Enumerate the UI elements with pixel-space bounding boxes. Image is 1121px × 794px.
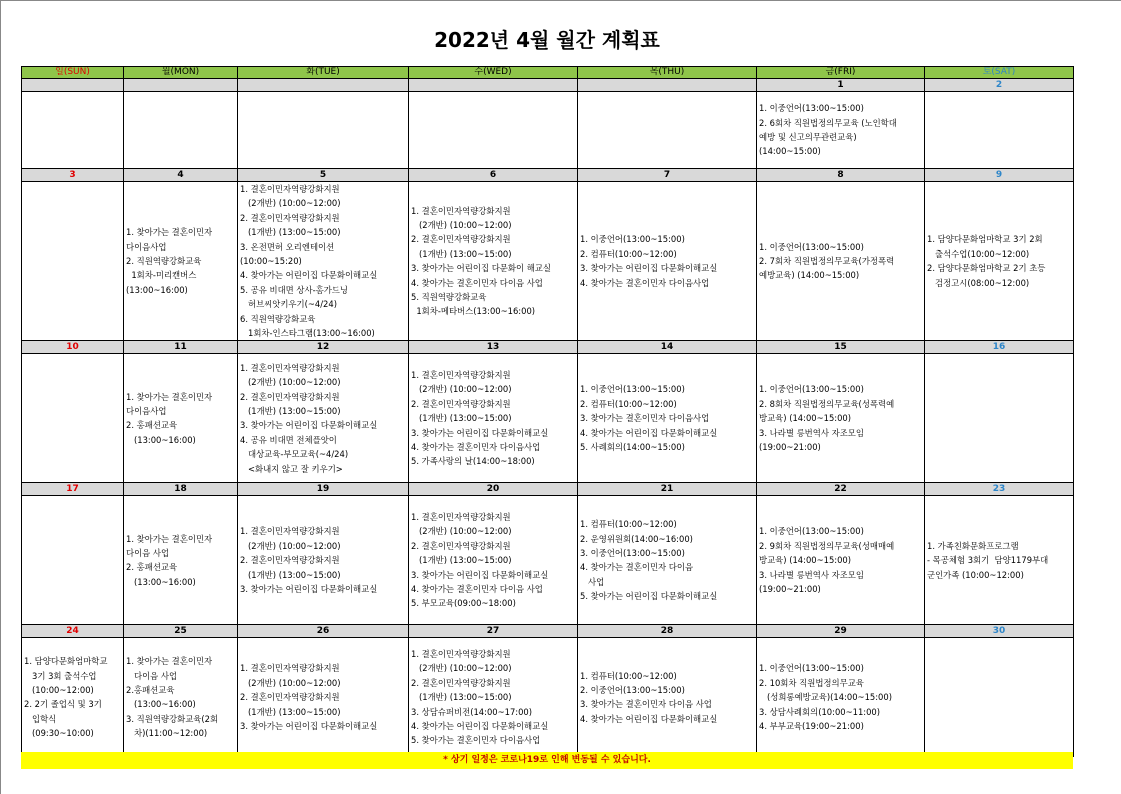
event-line: 방교육) (14:00~15:00) <box>759 413 852 424</box>
day-cell <box>409 354 578 483</box>
event-list <box>238 361 408 476</box>
event-line: 3. 상담사례회의(10:00~11:00) <box>759 706 881 717</box>
event-list <box>578 382 756 454</box>
event-line: 3. 찾아가는 어린이집 다문화이해교실 <box>240 721 378 732</box>
weekday-header-6: 토(SAT) <box>925 67 1074 79</box>
event-line: 4. 찾아가는 어린이집 다문화이해교실 <box>411 721 549 732</box>
event-line: 1. 이중언어(13:00~15:00) <box>580 384 685 395</box>
event-line: 차)(11:00~12:00) <box>126 728 208 739</box>
event-line: 3. 상담슈퍼비전(14:00~17:00) <box>411 706 533 717</box>
event-line: 2.홍패션교육 <box>126 685 175 696</box>
event-line: 1. 결혼이민자역량강화지원 <box>240 663 340 674</box>
day-cell <box>238 354 409 483</box>
event-line: 2. 결혼이민자역량강화지원 <box>240 212 340 223</box>
day-cell <box>409 92 578 169</box>
date-number: 4 <box>124 169 238 182</box>
date-number: 5 <box>238 169 409 182</box>
date-number: 16 <box>925 341 1074 354</box>
event-line: (2개반) (10:00~12:00) <box>411 663 512 674</box>
event-line: (2개반) (10:00~12:00) <box>240 198 341 209</box>
event-line: 3. 온전면허 오리엔테이션 <box>240 241 335 252</box>
event-line: 2. 홍패션교육 <box>126 562 178 573</box>
day-cell <box>757 638 925 757</box>
event-line: 1. 결혼이민자역량강화지원 <box>411 649 511 660</box>
event-line: 2. 결혼이민자역량강화지원 <box>411 540 511 551</box>
events-row <box>22 92 1074 169</box>
event-list <box>409 204 577 319</box>
event-line: 5. 부모교육(09:00~18:00) <box>411 598 516 609</box>
day-cell <box>578 354 757 483</box>
day-cell <box>238 182 409 341</box>
event-line: 3. 찾아가는 결혼이민자 다이음사업 <box>580 413 710 424</box>
event-line: 5. 찾아가는 어린이집 다문화이해교실 <box>580 591 718 602</box>
event-line: (19:00~21:00) <box>759 584 821 595</box>
event-line: (13:00~16:00) <box>126 434 196 445</box>
day-cell <box>409 182 578 341</box>
event-line: 1. 이중언어(13:00~15:00) <box>759 384 864 395</box>
day-cell <box>124 182 238 341</box>
date-number: 17 <box>22 483 124 496</box>
event-list <box>578 232 756 290</box>
event-line: 2. 결혼이민자역량강화지원 <box>240 391 340 402</box>
event-line: (19:00~21:00) <box>759 442 821 453</box>
date-number: 19 <box>238 483 409 496</box>
event-line: 2. 8회차 직원법정의무교육(성폭력예 <box>759 398 895 409</box>
event-line: 1. 찾아가는 결혼이민자 <box>126 227 213 238</box>
event-line: (2개반) (10:00~12:00) <box>411 384 512 395</box>
weekday-header-row <box>22 67 1074 79</box>
day-cell <box>124 354 238 483</box>
date-number: 25 <box>124 625 238 638</box>
date-number: 23 <box>925 483 1074 496</box>
date-number: 24 <box>22 625 124 638</box>
weekday-header-0: 일(SUN) <box>22 67 124 79</box>
events-row <box>22 496 1074 625</box>
event-line: 4. 공유 비대면 전체플앗이 <box>240 434 337 445</box>
event-line: 1. 담양다문화엄마학교 3기 2회 <box>927 234 1043 245</box>
events-row <box>22 354 1074 483</box>
event-list <box>124 390 237 448</box>
date-row <box>22 79 1074 92</box>
weekday-header-2: 화(TUE) <box>238 67 409 79</box>
event-line: 1. 가족친화문화프로그램 <box>927 540 1019 551</box>
event-line: (1개반) (13:00~15:00) <box>240 569 341 580</box>
day-cell <box>22 182 124 341</box>
event-line: 1. 이중언어(13:00~15:00) <box>580 234 685 245</box>
event-line: 2. 10회차 직원법정의무교육 <box>759 677 864 688</box>
event-line: (2개반) (10:00~12:00) <box>240 540 341 551</box>
event-line: 5. 직원역량강화교육 <box>411 292 487 303</box>
event-line: 2. 컴퓨터(10:00~12:00) <box>580 398 677 409</box>
date-row <box>22 169 1074 182</box>
event-line: 3. 직원역량강화교육(2회 <box>126 713 219 724</box>
event-line: 1. 이중언어(13:00~15:00) <box>759 663 864 674</box>
weekday-header-5: 금(FRI) <box>757 67 925 79</box>
event-line: 1회차-메타버스(13:00~16:00) <box>411 306 536 317</box>
event-line: 1. 결혼이민자역량강화지원 <box>411 512 511 523</box>
day-cell <box>409 638 578 757</box>
day-cell <box>578 182 757 341</box>
event-list <box>238 182 408 340</box>
event-line: (10:00~12:00) <box>24 685 94 696</box>
day-cell <box>22 92 124 169</box>
event-line: 3기 3회 출석수업 <box>24 670 97 681</box>
event-line: (1개반) (13:00~15:00) <box>411 555 512 566</box>
date-number: 8 <box>757 169 925 182</box>
event-line: 1. 찾아가는 결혼이민자 <box>126 391 213 402</box>
date-number <box>578 79 757 92</box>
date-row <box>22 483 1074 496</box>
event-line: (2개반) (10:00~12:00) <box>411 220 512 231</box>
events-row <box>22 182 1074 341</box>
page-title: 2022년 4월 월간 계획표 <box>434 28 660 52</box>
date-number: 28 <box>578 625 757 638</box>
date-number: 10 <box>22 341 124 354</box>
day-cell <box>124 496 238 625</box>
event-list <box>757 524 924 596</box>
day-cell <box>757 182 925 341</box>
day-cell <box>238 496 409 625</box>
event-list <box>124 654 237 740</box>
event-line: (1개반) (13:00~15:00) <box>411 413 512 424</box>
date-number: 18 <box>124 483 238 496</box>
day-cell <box>925 638 1074 757</box>
date-row <box>22 341 1074 354</box>
event-line: 1. 결혼이민자역량강화지원 <box>411 205 511 216</box>
event-line: 군인가족 (10:00~12:00) <box>927 569 1024 580</box>
event-list <box>925 539 1073 582</box>
event-line: (1개반) (13:00~15:00) <box>240 227 341 238</box>
event-line: 1. 이중언어(13:00~15:00) <box>759 241 864 252</box>
event-list <box>578 517 756 603</box>
event-list <box>124 225 237 297</box>
day-cell <box>22 354 124 483</box>
event-line: 5. 찾아가는 결혼이민자 다이음사업 <box>411 735 541 746</box>
weekday-header-1: 월(MON) <box>124 67 238 79</box>
event-line: 1. 컴퓨터(10:00~12:00) <box>580 519 677 530</box>
event-line: 1. 결혼이민자역량강화지원 <box>240 184 340 194</box>
event-line: 2. 직원역량강화교육 <box>126 256 202 267</box>
event-line: 2. 운영위원회(14:00~16:00) <box>580 533 693 544</box>
event-line: 허브씨앗키우기(~4/24) <box>240 299 337 310</box>
event-line: 2. 2기 졸업식 및 3기 <box>24 699 102 710</box>
event-line: 4. 찾아가는 어린이집 다문화이해교실 <box>580 713 718 724</box>
event-line: <화내지 않고 잘 키우기> <box>240 463 343 474</box>
event-list <box>409 368 577 469</box>
event-list <box>578 669 756 727</box>
date-number: 29 <box>757 625 925 638</box>
date-number: 22 <box>757 483 925 496</box>
date-number: 6 <box>409 169 578 182</box>
event-line: 2. 결혼이민자역량강화지원 <box>411 677 511 688</box>
event-list <box>757 382 924 454</box>
event-line: (2개반) (10:00~12:00) <box>411 526 512 537</box>
event-line: 사업 <box>580 576 605 587</box>
date-number <box>124 79 238 92</box>
event-list <box>124 532 237 590</box>
date-number: 3 <box>22 169 124 182</box>
event-line: 대상교육-부모교육(~4/24) <box>240 449 349 460</box>
day-cell <box>925 496 1074 625</box>
day-cell <box>238 92 409 169</box>
event-line: 2. 결혼이민자역량강화지원 <box>411 398 511 409</box>
event-list <box>757 240 924 283</box>
day-cell <box>578 638 757 757</box>
event-line: 2. 결혼이민자역량강화지원 <box>411 234 511 245</box>
date-number <box>409 79 578 92</box>
event-line: 4. 찾아가는 결혼이민자 다이음 <box>580 562 694 573</box>
day-cell <box>757 354 925 483</box>
event-line: 3. 찾아가는 어린이집 다문화이 해교실 <box>411 263 551 274</box>
event-line: 4. 찾아가는 결혼이민자 다이음사업 <box>580 277 710 288</box>
event-line: 다이음 사업 <box>126 548 170 559</box>
event-line: 1. 컴퓨터(10:00~12:00) <box>580 670 677 681</box>
event-line: 4. 찾아가는 어린이집 다문화이해교실 <box>240 270 378 281</box>
date-number: 14 <box>578 341 757 354</box>
event-line: 입학식 <box>24 713 57 724</box>
event-list <box>409 647 577 748</box>
date-row <box>22 625 1074 638</box>
day-cell <box>925 92 1074 169</box>
day-cell <box>925 182 1074 341</box>
date-number: 2 <box>925 79 1074 92</box>
event-line: 5. 사례회의(14:00~15:00) <box>580 442 685 453</box>
event-line: 4. 찾아가는 결혼이민자 다이음사업 <box>411 442 541 453</box>
date-number: 26 <box>238 625 409 638</box>
event-line: 2. 6회차 직원법정의무교육 (노인학대 <box>759 117 897 128</box>
event-line: - 목공체험 3회기 담양1179부대 <box>927 555 1049 566</box>
event-line: 3. 찾아가는 어린이집 다문화이해교실 <box>240 420 378 431</box>
event-line: 다이음 사업 <box>126 670 178 681</box>
event-line: 3. 찾아가는 어린이집 다문화이해교실 <box>411 427 549 438</box>
date-number: 27 <box>409 625 578 638</box>
event-line: (2개반) (10:00~12:00) <box>240 677 341 688</box>
date-number: 9 <box>925 169 1074 182</box>
event-line: 다이음사업 <box>126 241 167 252</box>
event-line: 6. 직원역량강화교육 <box>240 313 316 324</box>
event-line: 1회차-인스타그램(13:00~16:00) <box>240 328 375 339</box>
day-cell <box>124 92 238 169</box>
day-cell <box>578 92 757 169</box>
day-cell <box>925 354 1074 483</box>
event-line: 3. 찾아가는 어린이집 다문화이해교실 <box>411 569 549 580</box>
event-line: 3. 나라별 릉번역사 자조모임 <box>759 569 864 580</box>
event-line: 출석수업(10:00~12:00) <box>927 248 1030 259</box>
event-line: (09:30~10:00) <box>24 728 94 739</box>
event-line: 1. 결혼이민자역량강화지원 <box>240 362 340 373</box>
event-line: (13:00~16:00) <box>126 576 196 587</box>
weekday-header-3: 수(WED) <box>409 67 578 79</box>
date-number <box>238 79 409 92</box>
day-cell <box>409 496 578 625</box>
day-cell <box>22 638 124 757</box>
event-line: (14:00~15:00) <box>759 146 821 157</box>
event-line: (1개반) (13:00~15:00) <box>240 406 341 417</box>
event-line: (10:00~15:20) <box>240 256 302 267</box>
event-line: (1개반) (13:00~15:00) <box>240 706 341 717</box>
event-line: 3. 찾아가는 결혼이민자 다이음 사업 <box>580 699 712 710</box>
event-line: 2. 홍패션교육 <box>126 420 178 431</box>
events-row <box>22 638 1074 757</box>
date-number: 15 <box>757 341 925 354</box>
event-line: (13:00~16:00) <box>126 284 188 295</box>
day-cell <box>757 92 925 169</box>
event-line: (1개반) (13:00~15:00) <box>411 248 512 259</box>
event-list <box>22 654 123 740</box>
event-line: 2. 이중언어(13:00~15:00) <box>580 685 685 696</box>
event-line: 4. 찾아가는 결혼이민자 다이음 사업 <box>411 584 543 595</box>
event-line: 1. 이중언어(13:00~15:00) <box>759 103 864 114</box>
date-number: 20 <box>409 483 578 496</box>
weekday-header-4: 목(THU) <box>578 67 757 79</box>
date-number <box>22 79 124 92</box>
event-line: 1. 찾아가는 결혼이민자 <box>126 533 213 544</box>
date-number: 13 <box>409 341 578 354</box>
event-line: 3. 나라별 릉번역사 자조모임 <box>759 427 864 438</box>
day-cell <box>578 496 757 625</box>
day-cell <box>757 496 925 625</box>
date-number: 30 <box>925 625 1074 638</box>
event-line: 4. 찾아가는 어린이집 다문화이해교실 <box>580 427 718 438</box>
event-line: (13:00~16:00) <box>126 699 196 710</box>
event-line: 예방교육) (14:00~15:00) <box>759 270 860 281</box>
event-line: (2개반) (10:00~12:00) <box>240 377 341 388</box>
event-line: 1회차-미리캔버스 <box>126 270 197 281</box>
event-line: 검정고시(08:00~12:00) <box>927 277 1030 288</box>
event-line: 2. 결혼이민자역량강화지원 <box>240 692 340 703</box>
event-list <box>409 510 577 611</box>
event-list <box>757 661 924 733</box>
notice-banner: * 상기 일정은 코로나19로 인해 변동될 수 있습니다. <box>21 752 1073 769</box>
event-line: 2. 9회차 직원법정의무교육(성매매예 <box>759 540 895 551</box>
event-line: 2. 결혼이민자역량강화지원 <box>240 555 340 566</box>
event-list <box>925 232 1073 290</box>
event-line: 방교육) (14:00~15:00) <box>759 555 852 566</box>
event-line: 1. 찾아가는 결혼이민자 <box>126 656 213 667</box>
event-list <box>238 524 408 596</box>
event-line: 3. 찾아가는 어린이집 다문화이해교실 <box>240 584 378 595</box>
date-number: 12 <box>238 341 409 354</box>
event-line: 1. 결혼이민자역량강화지원 <box>240 526 340 537</box>
event-line: 2. 컴퓨터(10:00~12:00) <box>580 248 677 259</box>
event-line: 5. 공유 비대면 상사-홈가드닝 <box>240 284 348 295</box>
event-line: 4. 찾아가는 결혼이민자 다이음 사업 <box>411 277 543 288</box>
event-line: 5. 가족사랑의 날(14:00~18:00) <box>411 456 535 467</box>
event-line: 예방 및 신고의무관련교육) <box>759 132 857 142</box>
event-line: 3. 찾아가는 어린이집 다문화이해교실 <box>580 263 718 274</box>
calendar-table <box>21 66 1074 757</box>
date-number: 7 <box>578 169 757 182</box>
event-line: (성희롱예방교육)(14:00~15:00) <box>759 692 892 703</box>
event-line: 1. 결혼이민자역량강화지원 <box>411 370 511 381</box>
event-line: 2. 7회차 직원법정의무교육(가정폭력 <box>759 256 895 267</box>
date-number: 1 <box>757 79 925 92</box>
event-line: 4. 부부교육(19:00~21:00) <box>759 721 864 732</box>
event-list <box>238 661 408 733</box>
event-list <box>757 101 924 159</box>
event-line: 2. 담양다문화엄마학교 2기 초등 <box>927 263 1046 274</box>
day-cell <box>238 638 409 757</box>
day-cell <box>22 496 124 625</box>
event-line: (1개반) (13:00~15:00) <box>411 692 512 703</box>
event-line: 다이음사업 <box>126 406 167 417</box>
event-line: 1. 이중언어(13:00~15:00) <box>759 526 864 537</box>
event-line: 1. 담양다문화엄마학교 <box>24 656 108 667</box>
day-cell <box>124 638 238 757</box>
event-line: 3. 이중언어(13:00~15:00) <box>580 548 685 559</box>
date-number: 21 <box>578 483 757 496</box>
date-number: 11 <box>124 341 238 354</box>
